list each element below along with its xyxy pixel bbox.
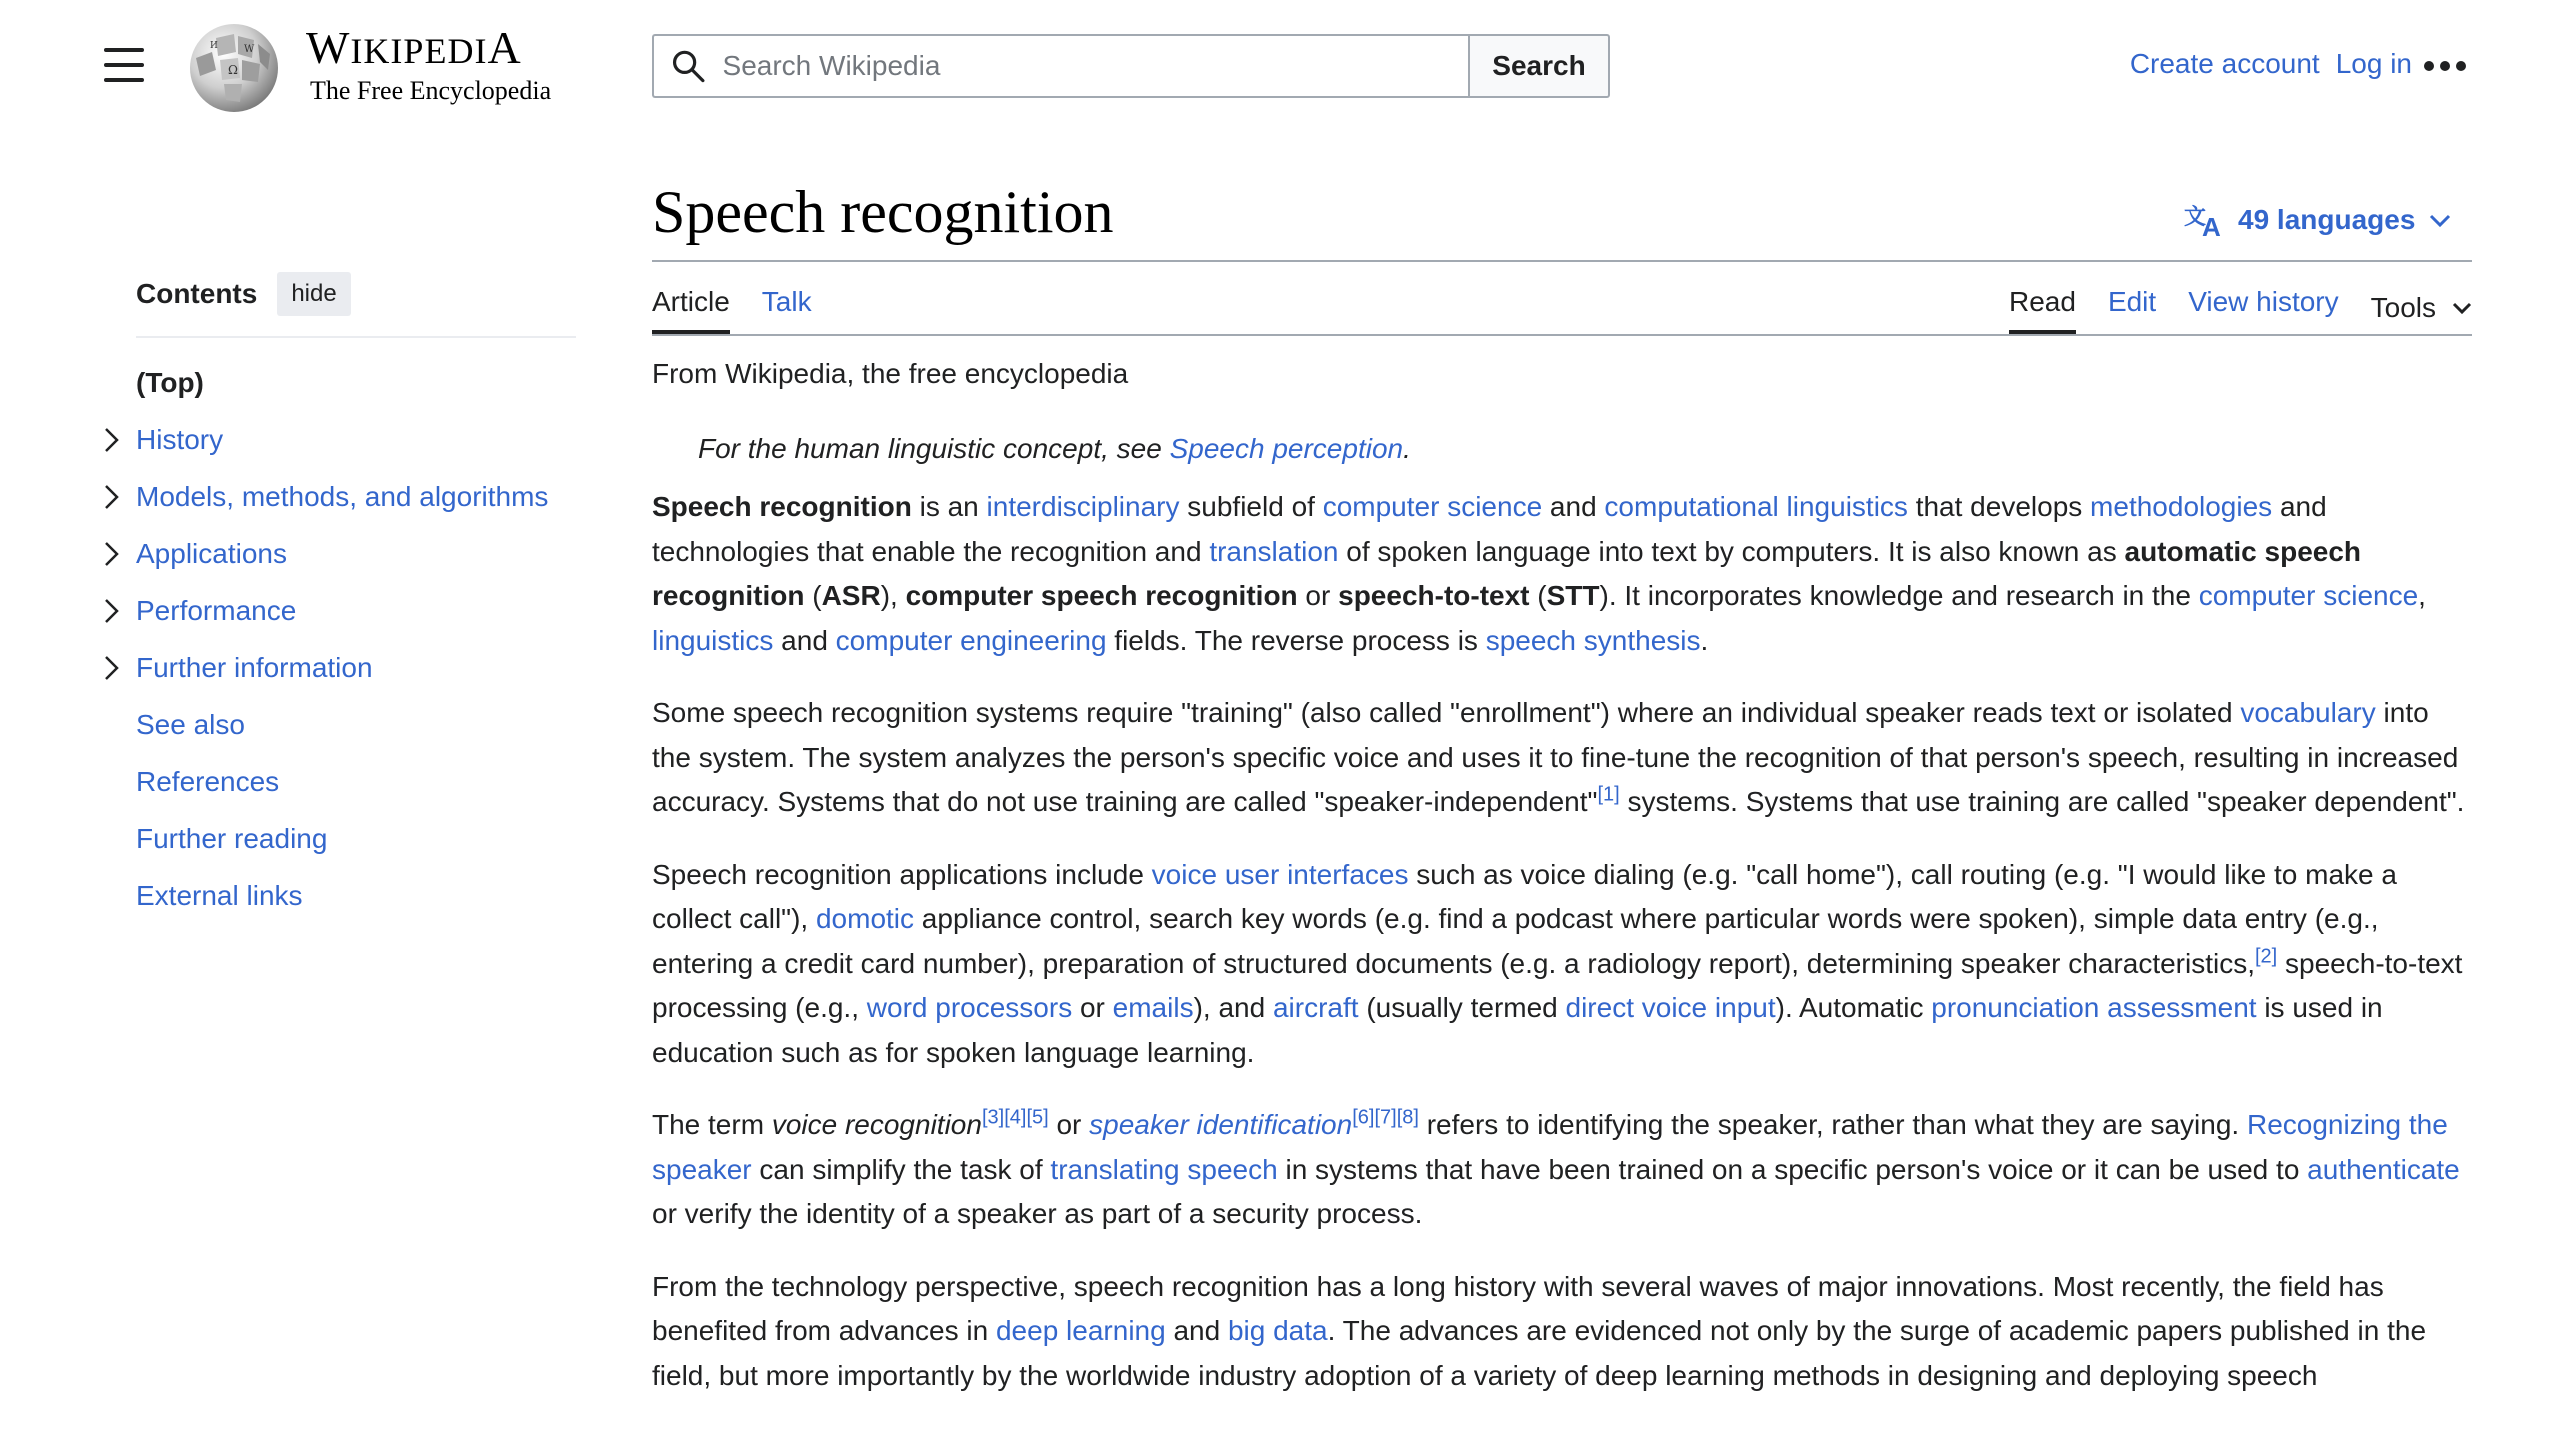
search-input[interactable] (721, 49, 1468, 83)
ellipsis-icon-dot (2424, 61, 2434, 71)
ellipsis-icon-dot (2456, 61, 2466, 71)
inline-link[interactable]: voice user interfaces (1151, 858, 1409, 890)
hatnote-suffix: . (1403, 432, 1411, 464)
text-run: ( (1529, 580, 1547, 611)
citation-link[interactable]: [3] (981, 1106, 1005, 1129)
inline-link[interactable]: computer engineering (835, 624, 1107, 656)
search-form (652, 34, 1610, 98)
chevron-right-icon[interactable] (100, 482, 124, 512)
tab-article[interactable]: Article (652, 282, 730, 334)
chevron-right-icon[interactable] (100, 653, 124, 683)
toc-hide-button[interactable]: hide (277, 272, 350, 316)
text-run: of spoken language into text by computers. It is also known as (1338, 535, 2125, 567)
text-run: such as voice dialing (e.g. "call home"), call routing (e.g. "I would like to make a collect call"), (652, 858, 2397, 934)
text-run: or (1072, 992, 1113, 1023)
hatnote-prefix: For the human linguistic concept, see (698, 432, 1170, 464)
toc-item[interactable] (136, 588, 576, 645)
toc-title: Contents (136, 278, 258, 309)
inline-link[interactable]: Recognizing the speaker (652, 1109, 2448, 1185)
tab-edit[interactable]: Edit (2107, 286, 2157, 317)
inline-link[interactable]: authenticate (2307, 1153, 2460, 1185)
tab-view-history[interactable]: View history (2188, 286, 2339, 317)
text-run: . (1700, 624, 1709, 656)
toc-item-label: Further information (136, 652, 373, 683)
chevron-down-icon (2450, 298, 2474, 318)
toc-list (136, 360, 576, 930)
logo-letter: D (447, 31, 475, 71)
paragraph (652, 691, 2472, 825)
logo-letter: K (363, 31, 391, 71)
site-sub: From Wikipedia, the free encyclopedia (652, 358, 1129, 389)
text-run: ). It incorporates knowledge and research in the (1599, 580, 2199, 611)
logo-letter: E (424, 31, 448, 71)
toc-item[interactable] (136, 873, 576, 930)
toc-item[interactable] (136, 531, 576, 588)
citation-link[interactable]: [4] (1004, 1106, 1027, 1129)
text-run: or verify the identity of a speaker as part of a security process. (652, 1198, 1423, 1229)
search-button[interactable]: Search (1468, 34, 1610, 98)
text-run: ( (804, 580, 822, 611)
toc-item-label: Further reading (136, 823, 328, 854)
inline-link[interactable]: big data (1227, 1315, 1328, 1346)
text-run: in systems that have been trained on a specific person's voice or it can be used to (1277, 1153, 2308, 1185)
text-run: , (2418, 580, 2426, 611)
logo-word (306, 22, 551, 77)
text-run: fields. The reverse process is (1106, 624, 1486, 656)
text-run: refers to identifying the speaker, rather than what they are saying. (1418, 1109, 2247, 1140)
article-paragraphs (652, 485, 2472, 1398)
tab-talk[interactable]: Talk (761, 286, 812, 317)
ellipsis-icon-dot (2440, 61, 2450, 71)
svg-text:И: И (210, 41, 218, 51)
toc-item[interactable] (136, 816, 576, 873)
hatnote-link[interactable]: Speech perception (1169, 432, 1404, 464)
more-options-button[interactable] (2424, 54, 2468, 78)
tools-menu[interactable] (2371, 282, 2474, 334)
toc-item-label: Applications (136, 538, 287, 569)
citation-link[interactable]: [1] (1597, 783, 1620, 806)
text-run: . The advances are evidenced not only by the surge of academic papers published in the field, but more importantly by the worldwide industry adoption of a variety of deep learning methods in designing and deploying speech (652, 1315, 2427, 1391)
inline-link[interactable]: word processors (866, 992, 1073, 1023)
citation-link[interactable]: [6] (1352, 1106, 1375, 1129)
inline-link[interactable]: aircraft (1272, 992, 1359, 1023)
hamburger-icon-bar (104, 48, 144, 52)
wikipedia-globe-icon[interactable] (182, 18, 286, 114)
toc-item-label: (Top) (136, 367, 204, 398)
hamburger-icon-bar (104, 78, 144, 82)
text-run: and (1542, 491, 1605, 522)
paragraph (652, 1265, 2472, 1399)
toc-item[interactable] (136, 759, 576, 816)
toc-item[interactable] (136, 702, 576, 759)
inline-link[interactable]: linguistics (652, 624, 774, 656)
text-run: that develops (1907, 491, 2091, 522)
user-links (2130, 48, 2412, 80)
namespace-tabs (652, 282, 812, 334)
translate-icon (2184, 202, 2226, 238)
inline-link[interactable]: deep learning (995, 1315, 1166, 1346)
main-menu-button[interactable] (104, 48, 144, 82)
text-run: Speech recognition applications include (652, 858, 1152, 890)
chevron-down-icon (2427, 210, 2453, 230)
text-run: ), (880, 580, 906, 611)
inline-link[interactable]: direct voice input (1565, 992, 1776, 1023)
text-run: and technologies that enable the recognition and (652, 491, 2327, 567)
citation-link[interactable]: [8] (1396, 1106, 1419, 1129)
chevron-right-icon[interactable] (100, 596, 124, 626)
toc-item[interactable] (136, 417, 576, 474)
text-run: ). Automatic (1775, 992, 1932, 1023)
inline-link[interactable]: computer science (2198, 580, 2419, 611)
page-title: Speech recognition (652, 179, 1114, 245)
chevron-right-icon[interactable] (100, 539, 124, 569)
text-run: appliance control, search key words (e.g. find a podcast where particular words were spoken), simple data entry (e.g., entering a credit card number), preparation of structured documents (e.g. a radiology report), determining speaker characteristics, (652, 903, 2379, 979)
text-run: and (1165, 1315, 1228, 1346)
table-of-contents (136, 272, 576, 930)
inline-link[interactable]: speech synthesis (1485, 624, 1701, 656)
inline-link[interactable]: emails (1112, 992, 1194, 1023)
toc-item-label: References (136, 766, 280, 797)
toc-header (136, 272, 576, 338)
inline-link[interactable]: computer science (1322, 491, 1543, 522)
logo-tagline: The Free Encyclopedia (310, 76, 552, 105)
toc-item-label: See also (136, 709, 245, 740)
inline-link[interactable]: computational linguistics (1604, 491, 1908, 522)
search-icon (670, 46, 707, 86)
text-run: Some speech recognition systems require "training" (also called "enrollment") where an individual speaker reads text or isolated (652, 697, 2241, 728)
text-run: ), and (1193, 992, 1273, 1023)
paragraph (652, 485, 2472, 663)
text-run: From the technology perspective, speech recognition has a long history with several waves of major innovations. Most recently, the field has benefited from advances in (652, 1270, 2384, 1346)
logo-letter: W (306, 22, 351, 73)
hatnote (698, 427, 2472, 472)
toc-item[interactable] (136, 360, 576, 417)
log-in-link[interactable]: Log in (2335, 48, 2412, 79)
paragraph (652, 1103, 2472, 1237)
tabs-divider (652, 334, 2472, 336)
bold-term: speech-to-text (1338, 580, 1530, 611)
toc-item-label: External links (136, 880, 303, 911)
italic-term: voice recognition (771, 1109, 982, 1140)
text-run: The term (652, 1109, 772, 1140)
citation-link[interactable]: [7] (1374, 1106, 1397, 1129)
toc-item[interactable] (136, 645, 576, 702)
svg-text:文: 文 (2184, 205, 2207, 230)
logo-letter: P (403, 31, 425, 71)
svg-text:A: A (2202, 212, 2221, 238)
citation-link[interactable]: [5] (1026, 1106, 1049, 1129)
svg-text:Ω: Ω (228, 63, 238, 77)
inline-link[interactable]: speaker identification (1089, 1109, 1353, 1140)
search-box[interactable] (652, 34, 1468, 98)
hamburger-icon-bar (104, 63, 144, 67)
toc-item[interactable] (136, 474, 576, 531)
inline-link[interactable]: interdisciplinary (986, 491, 1180, 522)
wikipedia-wordmark[interactable] (306, 22, 551, 105)
inline-link[interactable]: domotic (815, 903, 915, 934)
inline-link[interactable]: pronunciation assessment (1931, 992, 2257, 1023)
text-run: subfield of (1179, 491, 1323, 522)
text-run: and (773, 624, 836, 656)
language-button[interactable] (2184, 202, 2453, 238)
text-run: (usually termed (1358, 992, 1566, 1023)
citation-link[interactable]: [2] (2255, 945, 2278, 968)
logo-letter: A (487, 22, 522, 73)
inline-link[interactable]: methodologies (2090, 491, 2273, 522)
toc-item-label: Models, methods, and algorithms (136, 481, 549, 512)
inline-link[interactable]: translation (1209, 535, 1339, 567)
text-run: or (1048, 1109, 1090, 1140)
bold-term: STT (1546, 580, 1600, 611)
bold-term: automatic speech recognition (652, 535, 2362, 611)
logo-letter: I (350, 31, 364, 71)
tools-label: Tools (2370, 292, 2436, 323)
title-divider (652, 260, 2472, 262)
language-count: 49 languages (2238, 204, 2416, 235)
bold-term: computer speech recognition (905, 580, 1298, 611)
bold-term: ASR (821, 580, 881, 611)
article-body (652, 352, 2472, 1426)
logo-letter: I (474, 31, 488, 71)
logo-letter: I (390, 31, 404, 71)
view-tabs (2009, 282, 2474, 334)
paragraph (652, 853, 2472, 1076)
toc-item-label: Performance (136, 595, 297, 626)
text-run: speech-to-text processing (e.g., (652, 947, 2463, 1023)
text-run: is an (911, 491, 987, 522)
tab-read[interactable]: Read (2009, 282, 2076, 334)
text-run: systems. Systems that use training are called "speaker dependent". (1619, 786, 2465, 817)
inline-link[interactable]: translating speech (1050, 1153, 1278, 1185)
svg-text:W: W (244, 44, 255, 55)
text-run: can simplify the task of (751, 1153, 1051, 1185)
toc-item-label: History (136, 424, 224, 455)
bold-term: Speech recognition (652, 491, 912, 522)
create-account-link[interactable]: Create account (2129, 48, 2320, 79)
text-run: is used in education such as for spoken language learning. (652, 992, 2383, 1068)
inline-link[interactable]: vocabulary (2240, 697, 2376, 728)
chevron-right-icon[interactable] (100, 425, 124, 455)
text-run: into the system. The system analyzes the person's specific voice and uses it to fine-tune the recognition of that person's speech, resulting in increased accuracy. Systems that do not use training are called "speaker-independent" (652, 697, 2459, 817)
text-run: or (1297, 580, 1339, 611)
